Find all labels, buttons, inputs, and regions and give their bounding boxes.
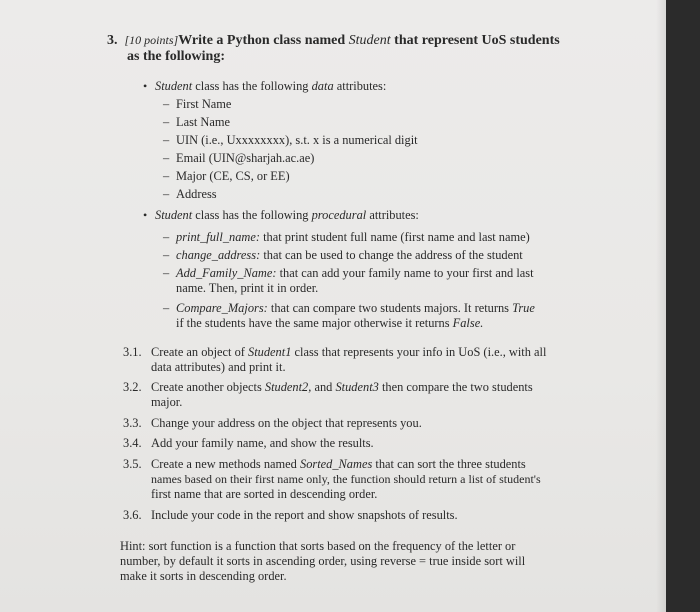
hint-line: make it sorts in descending order. bbox=[120, 569, 287, 583]
question-title-rest: that represent UoS students bbox=[394, 33, 560, 48]
method-compare-majors bbox=[176, 301, 535, 316]
dash-icon: – bbox=[163, 169, 170, 183]
task-number: 3.6. bbox=[123, 508, 142, 522]
question-title-line1 bbox=[107, 33, 560, 48]
task-text: Create another objects bbox=[151, 380, 262, 394]
task-text-continued: data attributes) and print it. bbox=[151, 360, 286, 374]
dash-icon: – bbox=[163, 115, 170, 129]
method-desc-continued: name. Then, print it in order. bbox=[176, 281, 319, 295]
method-desc: that can add your family name to your first and last bbox=[279, 266, 534, 280]
hint-line: number, by default it sorts in ascending order, using reverse = true inside sort will bbox=[120, 554, 526, 568]
method-name: Compare_Majors: bbox=[176, 301, 268, 315]
list-item: First Name bbox=[176, 97, 232, 111]
object-name: Student2, bbox=[264, 380, 312, 394]
method-add-family-name bbox=[176, 266, 534, 281]
method-name: Sorted_Names bbox=[300, 457, 373, 471]
list-item: UIN (i.e., Uxxxxxxxx), s.t. x is a numerical digit bbox=[176, 133, 418, 147]
keyword-true: True bbox=[512, 301, 535, 315]
method-desc-continued bbox=[176, 316, 483, 331]
bullet-icon: • bbox=[143, 208, 148, 222]
dash-icon: – bbox=[163, 187, 170, 201]
method-desc-line2: if the students have the same major otherwise it returns bbox=[176, 316, 450, 330]
class-name: Student bbox=[155, 79, 193, 93]
class-name: Student bbox=[155, 208, 193, 222]
method-print-full-name bbox=[176, 230, 530, 245]
heading-text: class has the following bbox=[195, 208, 309, 222]
task-number: 3.4. bbox=[123, 436, 142, 450]
dash-icon: – bbox=[163, 248, 170, 262]
task-3-5 bbox=[151, 457, 526, 472]
task-3-4: Add your family name, and show the results. bbox=[151, 436, 374, 450]
dash-icon: – bbox=[163, 133, 170, 147]
question-number: 3. bbox=[107, 33, 118, 48]
object-name: Student3 bbox=[335, 380, 379, 394]
task-text: Create an object of bbox=[151, 345, 245, 359]
task-number: 3.1. bbox=[123, 345, 142, 359]
method-desc: that print student full name (first name and last name) bbox=[263, 230, 530, 244]
hint-line: Hint: sort function is a function that sorts based on the frequency of the letter or bbox=[120, 539, 516, 553]
heading-tail: attributes: bbox=[336, 79, 387, 93]
task-3-1 bbox=[151, 345, 546, 360]
method-name: change_address: bbox=[176, 248, 261, 262]
heading-tail: attributes: bbox=[369, 208, 419, 222]
dash-icon: – bbox=[163, 151, 170, 165]
list-item: Last Name bbox=[176, 115, 231, 129]
task-3-3: Change your address on the object that represents you. bbox=[151, 416, 422, 430]
task-3-2 bbox=[151, 380, 533, 395]
task-text: then compare the two students bbox=[381, 380, 533, 394]
keyword-false: False. bbox=[452, 316, 484, 330]
heading-text: class has the following bbox=[195, 79, 309, 93]
task-text: and bbox=[314, 380, 333, 394]
question-points: [10 points] bbox=[124, 33, 179, 47]
task-text: that can sort the three students bbox=[375, 457, 526, 471]
method-change-address bbox=[176, 248, 523, 263]
dash-icon: – bbox=[163, 97, 170, 111]
task-number: 3.2. bbox=[123, 380, 142, 394]
object-name: Student1 bbox=[248, 345, 292, 359]
method-desc: that can compare two students majors. It returns bbox=[270, 301, 509, 315]
list-item: Address bbox=[176, 187, 217, 201]
dash-icon: – bbox=[163, 230, 170, 244]
bullet-icon: • bbox=[143, 79, 148, 93]
task-3-6: Include your code in the report and show snapshots of results. bbox=[151, 508, 458, 522]
data-section-heading bbox=[155, 79, 386, 94]
task-number: 3.5. bbox=[123, 457, 142, 471]
task-text: Create a new methods named bbox=[151, 457, 297, 471]
attribute-kind: procedural bbox=[311, 208, 367, 222]
task-text-continued: major. bbox=[151, 395, 183, 409]
question-title-text: Write a Python class named bbox=[178, 33, 346, 48]
method-name: Add_Family_Name: bbox=[176, 266, 277, 280]
method-desc: that can be used to change the address of the student bbox=[263, 248, 523, 262]
method-name: print_full_name: bbox=[176, 230, 260, 244]
list-item: Email (UIN@sharjah.ac.ae) bbox=[176, 151, 315, 165]
proc-section-heading bbox=[155, 208, 419, 223]
task-text-continued: names based on their first name only, the function should return a list of student's bbox=[151, 472, 541, 486]
task-number: 3.3. bbox=[123, 416, 142, 430]
dash-icon: – bbox=[163, 266, 170, 280]
question-title-line2: as the following: bbox=[127, 49, 225, 64]
dash-icon: – bbox=[163, 301, 170, 315]
list-item: Major (CE, CS, or EE) bbox=[176, 169, 290, 183]
attribute-kind: data bbox=[311, 79, 334, 93]
task-text: class that represents your info in UoS (i.e., with all bbox=[294, 345, 547, 359]
task-text-continued: first name that are sorted in descending order. bbox=[151, 487, 378, 501]
question-class-name: Student bbox=[348, 33, 391, 48]
